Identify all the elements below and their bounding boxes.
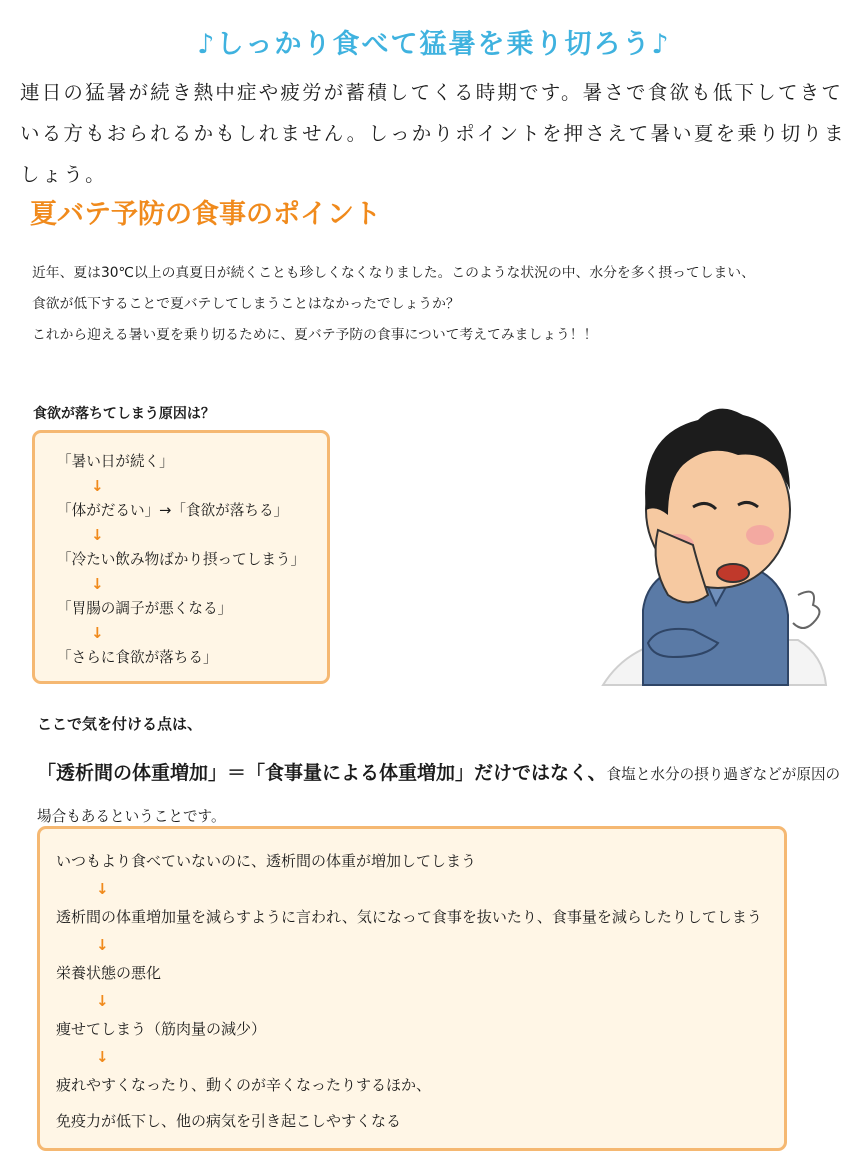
chain-step: 痩せてしまう（筋肉量の減少） (56, 1020, 267, 1038)
down-arrow-icon: ↓ (96, 992, 109, 1010)
down-arrow-icon: ↓ (91, 477, 104, 495)
chain-step: 免疫力が低下し、他の病気を引き起こしやすくなる (56, 1112, 402, 1130)
chain-step: 透析間の体重増加量を減らすように言われ、気になって食事を抜いたり、食事量を減らしたりしてしまう (56, 908, 762, 926)
chain-step: 疲れやすくなったり、動くのが辛くなったりするほか、 (56, 1076, 432, 1094)
down-arrow-icon: ↓ (96, 1048, 109, 1066)
cause-heading: 食欲が落ちてしまう原因は？ (33, 406, 215, 422)
down-arrow-icon: ↓ (91, 526, 104, 544)
cause-step: 「さらに食欲が落ちる」 (57, 649, 218, 666)
paragraph-line: これから迎える暑い夏を乗り切るために、夏バテ予防の食事について考えてみましょう！！ (32, 327, 598, 343)
key-point-rest: 食塩と水分の摂り過ぎなどが原因の場合もあるということです。 (37, 766, 841, 825)
key-point-bold: 「透析間の体重増加」＝「食事量による体重増加」だけではなく、 (37, 762, 607, 784)
intro-paragraph (32, 258, 852, 351)
page-banner-title: ♪しっかり食べて猛暑を乗り切ろう♪ (197, 29, 671, 60)
cause-step: 「冷たい飲み物ばかり摂ってしまう」 (57, 551, 306, 568)
down-arrow-icon: ↓ (96, 936, 109, 954)
cause-step: 「胃腸の調子が悪くなる」 (57, 600, 233, 617)
paragraph-line: 食欲が低下することで夏バテしてしまうことはなかったでしょうか？ (32, 296, 460, 312)
note-heading: ここで気を付ける点は、 (37, 715, 203, 733)
section-title: 夏バテ予防の食事のポイント (30, 199, 381, 230)
down-arrow-icon: ↓ (91, 575, 104, 593)
tired-man-icon (598, 395, 828, 690)
down-arrow-icon: ↓ (91, 624, 104, 642)
paragraph-line: 近年、夏は30℃以上の真夏日が続くことも珍しくなくなりました。このような状況の中、水分を多く摂ってしまい、 (32, 265, 755, 281)
intro-text: 連日の猛暑が続き熱中症や疲労が蓄積してくる時期です。暑さで食欲も低下してきている方もおられるかもしれません。しっかりポイントを押さえて暑い夏を乗り切りましょう。 (20, 81, 846, 186)
weight-chain-box (37, 826, 787, 1151)
chain-step: いつもより食べていないのに、透析間の体重が増加してしまう (56, 852, 477, 870)
chain-step: 栄養状態の悪化 (56, 964, 162, 982)
down-arrow-icon: ↓ (96, 880, 109, 898)
cause-step: 「体がだるい」→「食欲が落ちる」 (57, 502, 289, 519)
cause-step: 「暑い日が続く」 (57, 453, 174, 470)
cause-flow-box (32, 430, 330, 684)
